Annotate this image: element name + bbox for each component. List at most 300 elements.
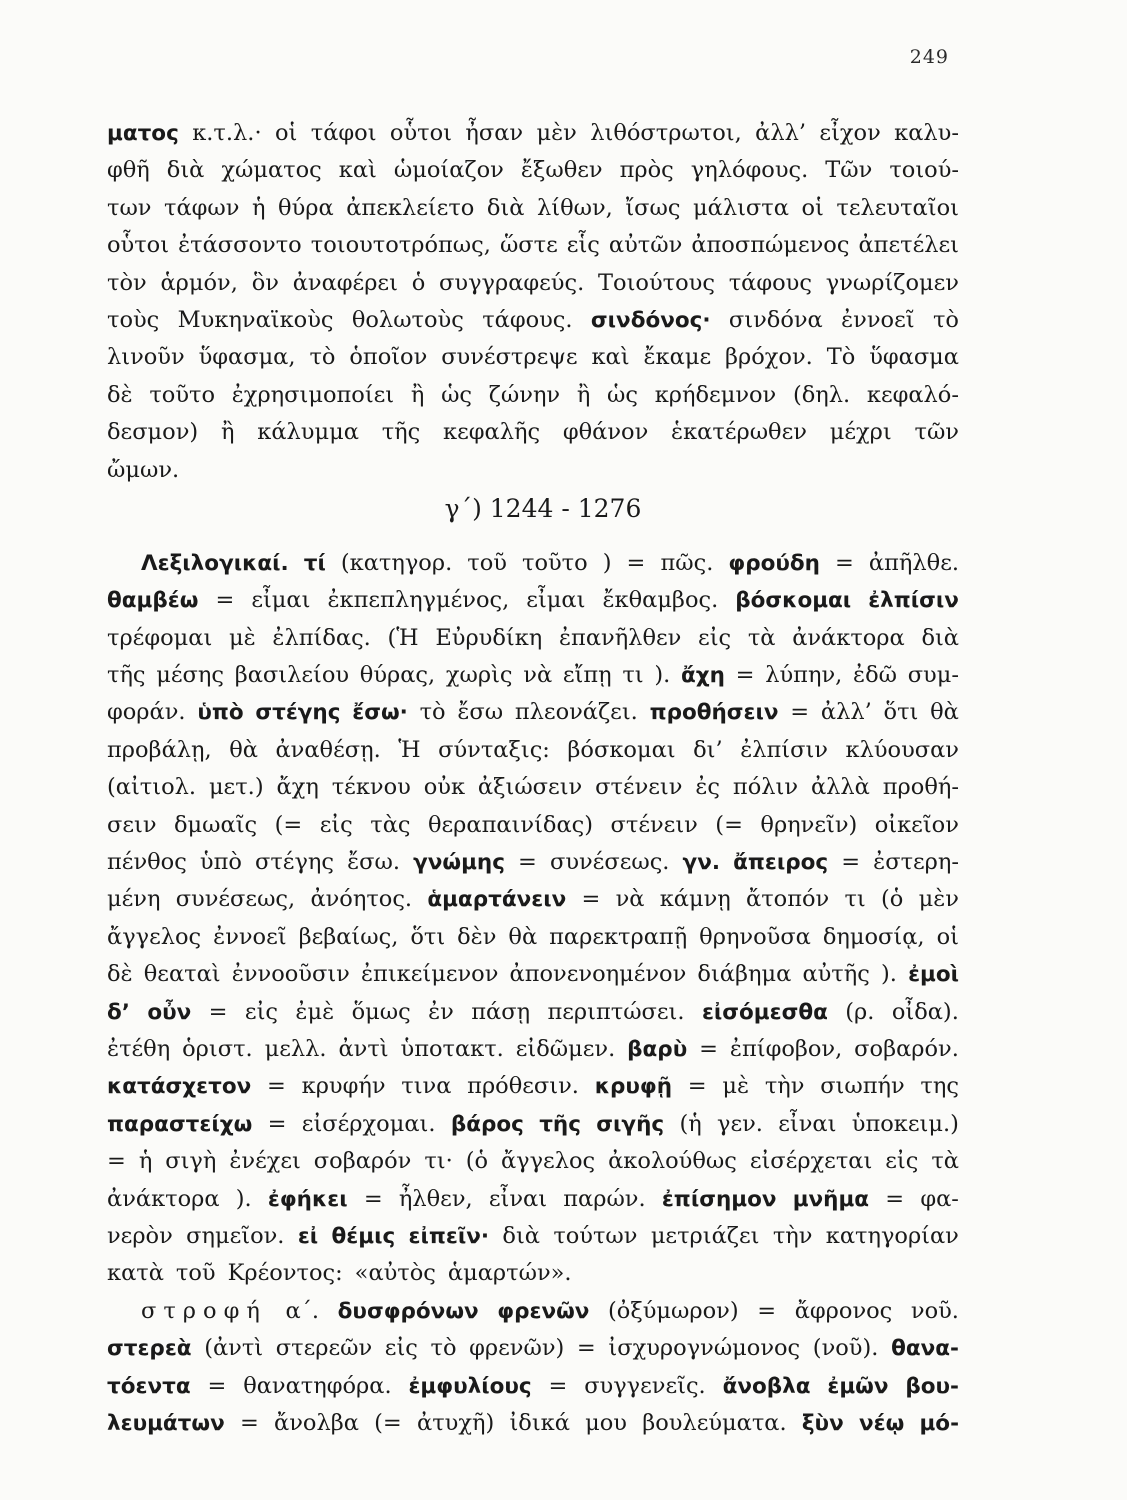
lemma-term: προθήσειν — [649, 700, 779, 726]
text-word: ). — [235, 1185, 252, 1212]
text-word: Κρέοντος: — [227, 1260, 343, 1287]
text-word: ὡμοίαζον — [393, 157, 504, 184]
text-word: πάσῃ — [471, 998, 531, 1025]
text-word: ἔσω. — [347, 849, 401, 876]
text-word: ὥστε — [499, 232, 558, 259]
text-word: ἴσως — [625, 194, 681, 221]
text-word: πόλιν — [732, 774, 799, 801]
text-word: διὰ — [166, 157, 205, 184]
text-word: ἀτυχῆ) — [417, 1409, 495, 1436]
text-line — [107, 924, 959, 961]
text-line — [107, 232, 959, 269]
text-line — [107, 457, 959, 494]
text-line — [107, 382, 959, 419]
text-word: ἔκθαμβος. — [602, 587, 719, 614]
text-word: τοῦ — [467, 549, 507, 576]
text-word: ἐννοεῖ — [213, 923, 287, 950]
lemma-term: βάρος — [450, 1111, 524, 1137]
lemma-term: ματος — [107, 121, 179, 146]
text-word: (= — [715, 811, 743, 838]
lemma-term: νέῳ — [858, 1410, 905, 1436]
text-word: ἀκολούθως — [608, 1148, 737, 1175]
lemma-term: βου- — [905, 1373, 959, 1399]
text-word: ὑποκειμ.) — [851, 1110, 959, 1137]
text-word: ἄχη — [276, 774, 319, 801]
text-word: γηλόφους. — [690, 157, 809, 184]
text-word: = — [841, 849, 861, 876]
text-word: (αἰτιολ. — [107, 774, 197, 801]
section-heading: γ΄) 1244 - 1276 — [444, 493, 642, 523]
paragraph-lexicon — [107, 550, 959, 1447]
text-word: (ὀξύμωρον) — [608, 1297, 739, 1324]
text-word: αὐτῆς — [802, 961, 870, 988]
text-word: (ὁ — [465, 1148, 489, 1175]
text-word: ἐστερη- — [873, 849, 959, 876]
text-word: ἐπίφοβον, — [729, 1035, 843, 1062]
text-line — [107, 1148, 959, 1185]
text-word: τοῦτο — [149, 381, 216, 408]
text-word: στέγης — [255, 849, 334, 876]
text-word: στένειν — [595, 774, 683, 801]
text-word: ἄτοπόν — [746, 886, 830, 913]
text-word: εἰς — [384, 1335, 418, 1362]
text-word: ) — [602, 549, 612, 576]
text-word: = — [687, 1073, 707, 1100]
text-word: ἀνάκτορα — [107, 1185, 220, 1212]
text-word: νοῦ. — [910, 1297, 959, 1324]
text-line — [107, 1111, 959, 1148]
text-word: (Ἡ — [387, 624, 419, 651]
text-word: ἐπικείμενον — [360, 961, 499, 988]
text-word: μὲν — [536, 120, 577, 146]
lemma-term: ξὺν — [801, 1410, 844, 1436]
text-word: οἶδα). — [891, 998, 959, 1025]
text-line — [107, 1073, 959, 1110]
text-word: φρενῶν) — [469, 1335, 565, 1362]
text-word: ἀπονενοημένον — [509, 961, 687, 988]
text-line — [107, 120, 959, 157]
text-word: στροφή — [141, 1297, 267, 1324]
text-word: θὰ — [229, 736, 258, 763]
text-word: = — [835, 549, 854, 576]
text-line — [107, 1373, 959, 1410]
text-line — [107, 849, 959, 886]
text-word: πῶς. — [660, 549, 714, 576]
text-word: ὁριστ. — [182, 1035, 253, 1062]
text-word: ἀπῆλθε. — [868, 549, 959, 576]
lemma-term: σινδόνος· — [590, 307, 711, 333]
text-word: εἶμαι — [251, 587, 311, 614]
text-word: τι — [622, 662, 644, 689]
text-word: τὰ — [931, 1148, 959, 1175]
text-word: τὰς — [370, 811, 411, 838]
text-word: μετ.) — [208, 774, 264, 801]
text-word: ἀλλ’ — [755, 120, 807, 146]
text-word: συγγενεῖς. — [584, 1372, 706, 1399]
text-word: μετριάζει — [650, 1222, 760, 1249]
text-word: ἀναφέρει — [292, 269, 398, 296]
text-word: μέχρι — [829, 419, 892, 446]
text-word: ἐλπίσιν — [740, 736, 828, 763]
text-word: ἐλπίδας. — [272, 624, 371, 651]
text-word: ἔκαμε — [643, 344, 712, 371]
lemma-term: γν. — [682, 850, 721, 876]
lemma-term: κατάσχετον — [107, 1074, 252, 1100]
text-word: οὗτοι — [389, 120, 452, 146]
text-word: θρηνοῦσα — [699, 923, 811, 950]
text-word: τοῦ — [175, 1260, 216, 1287]
text-word: ὕφασμα — [869, 344, 959, 371]
text-word: βασιλείου — [234, 662, 350, 689]
lemma-term: θανα- — [891, 1336, 959, 1362]
text-line — [107, 699, 959, 736]
text-word: δὲν — [457, 923, 497, 950]
lemma-term: ἐμοὶ — [908, 962, 959, 988]
text-word: εἶναι — [488, 1185, 548, 1212]
text-word: ἀλλ’ — [820, 699, 872, 726]
text-word: κάμνῃ — [659, 886, 731, 913]
text-line — [107, 1260, 959, 1297]
text-word: = — [626, 549, 646, 576]
text-word: θὰ — [508, 923, 538, 950]
text-word: ἐννοοῦσιν — [231, 961, 350, 988]
lemma-term: ἄπειρος — [733, 850, 829, 876]
text-word: τάφοι — [310, 120, 377, 146]
text-word: ἀποσπώμενος — [691, 232, 850, 259]
text-word: περιπτώσει. — [547, 998, 685, 1025]
text-word: ὡς — [607, 381, 638, 408]
text-line — [107, 270, 959, 307]
text-word: προθή- — [882, 774, 959, 801]
text-word: αὐτῶν — [608, 232, 683, 259]
text-word: ἀνάκτορα — [792, 624, 905, 651]
text-word: τοὺς — [107, 306, 160, 333]
lemma-term: φρενῶν — [497, 1298, 590, 1324]
lemma-term: εἰ — [297, 1223, 319, 1249]
text-word: ὅμως — [351, 998, 411, 1025]
text-word: = — [267, 1073, 286, 1100]
text-word: ἦλθεν, — [398, 1185, 473, 1212]
lemma-term: ὑπὸ — [197, 700, 244, 726]
text-line — [107, 1335, 959, 1372]
text-word: εἰς — [319, 811, 353, 838]
text-word: (ἀντὶ — [204, 1335, 264, 1362]
text-word: μου — [585, 1409, 627, 1436]
text-word: (δηλ. — [792, 381, 851, 408]
lemma-term: Λεξιλογικαί. — [141, 550, 289, 576]
text-word: προβάλῃ, — [107, 736, 212, 763]
text-word: βόσκομαι — [567, 736, 676, 763]
text-word: σύνταξις: — [438, 736, 550, 763]
text-word: πρόθεσιν. — [467, 1073, 579, 1100]
text-word: συνέσεως. — [549, 849, 670, 876]
text-word: ἀναθέσῃ. — [275, 736, 381, 763]
text-word: συμ- — [907, 662, 959, 689]
text-word: εἰδῶμεν. — [515, 1035, 616, 1062]
lemma-term: ἐπίσημον — [661, 1186, 777, 1212]
text-word: μέσης — [156, 662, 224, 689]
text-word: εἰς — [698, 624, 732, 651]
text-word: τὴν — [772, 1222, 813, 1249]
text-word: ἐτάσσοντο — [178, 232, 302, 259]
lemma-term: κρυφῇ — [594, 1074, 673, 1100]
text-word: ἐννοεῖ — [841, 306, 915, 333]
text-word: «αὐτὸς — [354, 1260, 436, 1287]
text-word: τῶν — [914, 419, 959, 446]
text-word: λιθόστρωτοι, — [590, 120, 742, 146]
text-word: φθῆ — [107, 157, 150, 184]
text-line — [107, 812, 959, 849]
lemma-term: φρούδη — [728, 550, 820, 576]
lemma-term: ἐφήκει — [267, 1186, 348, 1212]
text-word: = — [576, 1335, 596, 1362]
text-word: ὕφασμα, — [198, 344, 296, 371]
text-word: ἐνέχει — [229, 1148, 301, 1175]
text-word: μὲ — [228, 624, 256, 651]
page-number: 249 — [909, 46, 949, 68]
text-line — [107, 307, 959, 344]
lemma-term: ἄχη — [680, 663, 725, 689]
text-word: βρόχον. — [725, 344, 813, 371]
text-word: = — [215, 587, 235, 614]
text-word: φοράν. — [107, 699, 186, 726]
text-word: θολωτοὺς — [351, 306, 464, 333]
text-word: μὲ — [722, 1073, 750, 1100]
lemma-term: γνώμης — [413, 850, 505, 876]
text-word: τὸ — [419, 699, 446, 726]
lemma-term: ἔσω· — [352, 700, 408, 726]
text-line — [107, 999, 959, 1036]
text-line — [107, 157, 959, 194]
text-word: ἄνολβα — [274, 1409, 359, 1436]
text-word: χωρὶς — [445, 662, 513, 689]
text-line — [107, 1298, 959, 1335]
text-word: ἀντὶ — [338, 1035, 389, 1062]
text-word: κλύουσαν — [845, 736, 959, 763]
text-word: ἐμὲ — [295, 998, 335, 1025]
text-word: κρυφήν — [301, 1073, 386, 1100]
lemma-term: οὖν — [147, 999, 192, 1025]
text-word: εἷς — [566, 232, 600, 259]
text-word: τοιουτοτρόπως, — [310, 232, 491, 259]
text-word: ὡς — [441, 381, 473, 408]
lemma-term: ἐμφυλίους — [408, 1373, 532, 1399]
text-word: ἁμαρτών». — [447, 1260, 572, 1287]
text-word: ἁρμόν, — [160, 269, 238, 296]
text-word: καὶ — [338, 157, 377, 184]
text-word: = — [208, 998, 228, 1025]
text-word: = — [699, 1035, 718, 1062]
text-word: κρήδεμνον — [654, 381, 777, 408]
lemma-term: εἰπεῖν· — [408, 1223, 490, 1249]
lemma-term: τόεντα — [107, 1373, 191, 1399]
text-word: ἄγγελος — [500, 1148, 596, 1175]
text-word: θανατηφόρα. — [243, 1372, 392, 1399]
text-word: ἦσαν — [465, 120, 524, 146]
text-word: μάλιστα — [693, 194, 789, 221]
paragraph-notes — [107, 120, 959, 494]
text-word: εἶμαι — [526, 587, 586, 614]
text-word: σειν — [107, 811, 157, 838]
text-word: τὸν — [107, 269, 147, 296]
text-word: διὰ — [502, 1222, 540, 1249]
text-word: = — [790, 699, 810, 726]
lemma-term: τί — [303, 550, 326, 576]
text-word: Μυκηναϊκοὺς — [177, 306, 334, 333]
text-word: θύρα — [278, 194, 334, 221]
lemma-term: στέγης — [255, 700, 341, 726]
text-line — [107, 587, 959, 624]
text-word: δεσμον) — [107, 419, 199, 446]
text-word: κεφαλῆς — [443, 419, 541, 446]
text-word: ὤμων. — [107, 456, 180, 483]
text-word: νερὸν — [107, 1222, 173, 1249]
text-word: εἶναι — [778, 1110, 837, 1137]
text-line — [107, 961, 959, 998]
text-word: κ.τ.λ.· — [192, 120, 262, 146]
text-word: τὸ — [430, 1335, 457, 1362]
text-word: ἄγγελος — [107, 923, 202, 950]
text-word: ὑπὸ — [199, 849, 242, 876]
text-word: σινδόνα — [728, 306, 823, 333]
text-word: τῆς — [107, 662, 146, 689]
text-word: εἰσέρχομαι. — [301, 1110, 436, 1137]
text-word: τελευταῖοι — [836, 194, 959, 221]
lemma-term: ἐμῶν — [827, 1373, 889, 1399]
text-word: τῆς — [381, 419, 421, 446]
text-word: ἀξιώσειν — [477, 774, 583, 801]
text-word: τέκνου — [331, 774, 411, 801]
lemma-term: θέμις — [331, 1223, 396, 1249]
lemma-term: τῆς — [539, 1111, 581, 1137]
text-word: ἀπεκλείετο — [346, 194, 475, 221]
text-word: τάφους — [728, 269, 812, 296]
text-word: (ἡ — [679, 1110, 702, 1137]
text-word: (= — [274, 811, 303, 838]
text-word: χώματος — [221, 157, 322, 184]
text-word: καλυ- — [894, 120, 959, 146]
text-line — [107, 1186, 959, 1223]
text-word: οὐκ — [423, 774, 466, 801]
text-word: διάβημα — [697, 961, 792, 988]
text-word: = — [885, 1185, 905, 1212]
text-word: ἀπετέλει — [858, 232, 959, 259]
text-word: εἴπῃ — [562, 662, 612, 689]
text-word: (κατηγορ. — [340, 549, 453, 576]
text-word: = — [757, 1297, 777, 1324]
text-word: = — [267, 1110, 287, 1137]
text-word: συνέσεως, — [175, 886, 296, 913]
text-word: εἶχον — [819, 120, 881, 146]
text-word: Ἡ — [398, 736, 421, 763]
text-word: τοῦτο — [522, 549, 588, 576]
text-word: τρέφομαι — [107, 624, 213, 651]
text-word: καὶ — [591, 344, 630, 371]
text-word: α΄. — [285, 1297, 320, 1324]
text-word: θύρας, — [359, 662, 436, 689]
text-word: νὰ — [523, 662, 553, 689]
text-word: λινοῦν — [107, 344, 185, 371]
text-word: = — [518, 849, 537, 876]
text-word: οἱ — [801, 194, 824, 221]
text-word: τὴν — [764, 1073, 805, 1100]
text-word: ἔξωθεν — [520, 157, 603, 184]
lemma-term: μνῆμα — [792, 1186, 870, 1212]
text-word: νὰ — [615, 886, 645, 913]
text-line — [107, 625, 959, 662]
text-word: της — [920, 1073, 959, 1100]
text-word: θεραπαινίδας) — [427, 811, 594, 838]
text-word: τάφους. — [482, 306, 573, 333]
text-word: = — [735, 662, 755, 689]
text-word: ἔσω — [457, 699, 504, 726]
text-word: βουλεύματα. — [642, 1409, 787, 1436]
text-word: σιγὴ — [165, 1148, 217, 1175]
text-word: = — [207, 1372, 227, 1399]
text-word: κεφαλό- — [866, 381, 959, 408]
lemma-term: εἰσόμεσθα — [701, 999, 828, 1025]
text-line — [107, 774, 959, 811]
text-word: = — [363, 1185, 383, 1212]
text-word: θρηνεῖν) — [760, 811, 858, 838]
text-word: οὗτοι — [107, 232, 170, 259]
lemma-term: θαμβέω — [107, 588, 199, 614]
text-line — [107, 886, 959, 923]
text-line — [107, 662, 959, 699]
text-word: ἰδικά — [509, 1409, 570, 1436]
text-line — [107, 737, 959, 774]
lemma-term: παραστείχω — [107, 1111, 253, 1137]
text-word: τὰ — [747, 624, 776, 651]
text-word: ἰσχυρογνώμονος — [608, 1335, 801, 1362]
text-word: = — [548, 1372, 568, 1399]
text-word: (ρ. — [845, 998, 875, 1025]
text-word: βεβαίως, — [298, 923, 399, 950]
text-word: (ὁ — [881, 886, 904, 913]
text-word: ἢ — [220, 419, 235, 446]
text-word: φθάνον — [562, 419, 649, 446]
text-word: τούτων — [553, 1222, 638, 1249]
text-word: γνωρίζομεν — [825, 269, 959, 296]
text-word: ἡ — [252, 194, 266, 221]
text-word: πλεονάζει. — [514, 699, 638, 726]
text-word: ὃν — [251, 269, 279, 296]
text-word: κάλυμμα — [257, 419, 359, 446]
text-word: κατηγορίαν — [825, 1222, 959, 1249]
text-word: εἰς — [885, 1148, 919, 1175]
text-word: Τὸ — [826, 344, 856, 371]
lemma-term: ἐλπίσιν — [868, 588, 959, 614]
text-word: ἐν — [428, 998, 454, 1025]
text-word: μὲν — [918, 886, 959, 913]
page-text — [107, 120, 959, 1447]
text-word: ἢ — [576, 381, 591, 408]
lemma-term: ἄνοβλα — [722, 1373, 811, 1399]
text-word: λίθων, — [536, 194, 613, 221]
text-word: ἑκατέρωθεν — [671, 419, 807, 446]
text-line — [107, 1036, 959, 1073]
text-word: ἢ — [410, 381, 425, 408]
text-line — [107, 550, 959, 587]
lemma-term: βαρὺ — [627, 1036, 688, 1062]
text-word: τοιού- — [889, 157, 959, 184]
text-word: ἐδῶ — [853, 662, 897, 689]
text-line — [107, 419, 959, 456]
text-word: Εὐρυδίκη — [435, 624, 543, 651]
text-word: ὁ — [411, 269, 426, 296]
text-word: σοβαρόν. — [854, 1035, 959, 1062]
text-word: τι· — [424, 1148, 453, 1175]
